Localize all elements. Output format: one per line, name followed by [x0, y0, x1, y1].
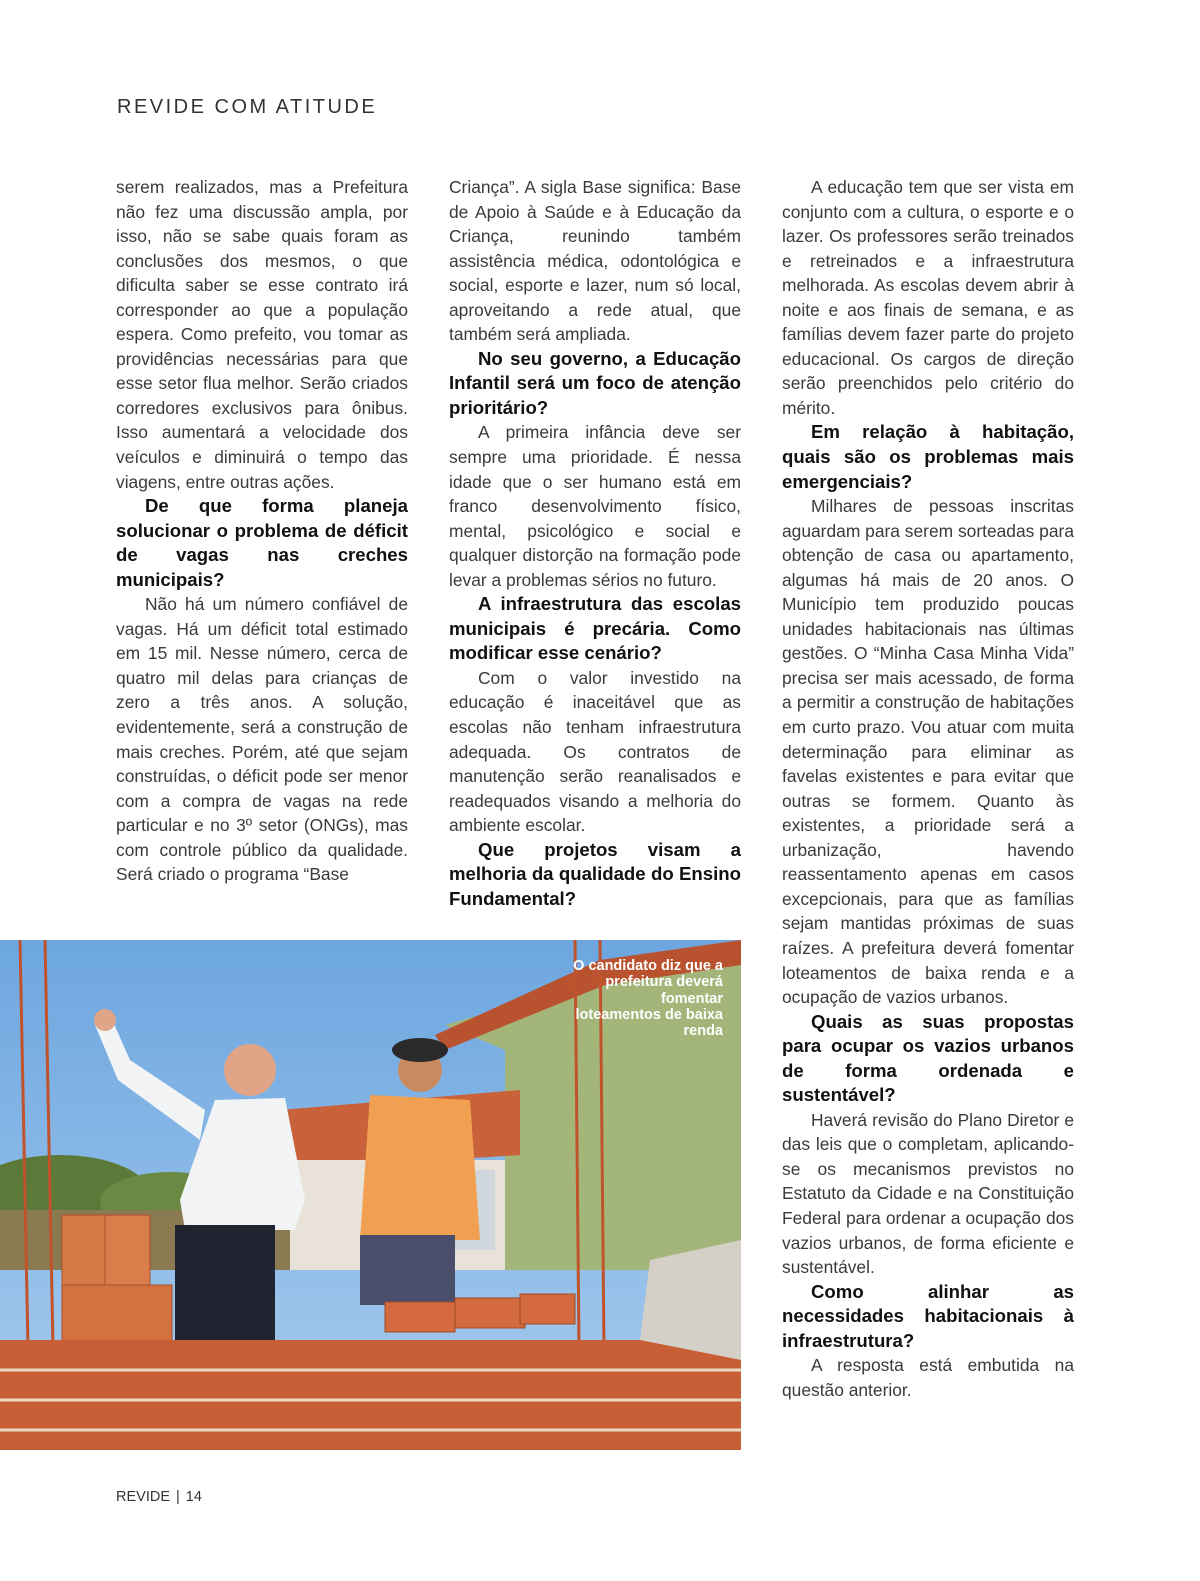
paragraph: Com o valor investido na educação é inaceitável que as escolas não tenham infraestrutura adequada. Os contratos de manutenção serão reanalisados e readequados visando a melhoria do ambiente escolar.	[449, 667, 741, 836]
question-heading: No seu governo, a Educação Infantil será um foco de atenção prioritário?	[449, 347, 741, 418]
page-footer	[116, 1489, 202, 1505]
paragraph: Não há um número confiável de vagas. Há um déficit total estimado em 15 mil. Nesse número, cerca de quatro mil delas para crianças de zero a três anos. A solução, evidentemente, será a construção de mais creches. Porém, até que sejam construídas, o déficit pode ser menor com a compra de vagas na rede particular e no 3º setor (ONGs), mas com controle público da qualidade. Será criado o programa “Base	[116, 594, 408, 885]
paragraph: A resposta está embutida na questão anterior.	[782, 1355, 1074, 1400]
article-column-3	[782, 175, 1074, 1402]
footer-separator: |	[176, 1489, 180, 1505]
paragraph: Haverá revisão do Plano Diretor e das leis que o completam, aplicando-se os mecanismos previstos no Estatuto da Cidade e na Constituição Federal para ordenar a ocupação dos vazios urbanos, de forma eficiente e sustentável.	[782, 1109, 1074, 1278]
paragraph: A primeira infância deve ser sempre uma prioridade. É nessa idade que o ser humano está em franco desenvolvimento físico, mental, psicológico e social e qualquer distorção na formação pode levar a problemas sérios no futuro.	[449, 422, 741, 590]
question-heading: Em relação à habitação, quais são os problemas mais emergenciais?	[782, 421, 1074, 492]
question-heading: Que projetos visam a melhoria da qualidade do Ensino Fundamental?	[449, 838, 741, 909]
photo-caption: O candidato diz que a prefeitura deverá fomentar loteamentos de baixa renda	[573, 958, 723, 1040]
article-column-1	[116, 175, 408, 887]
article-column-2	[449, 175, 741, 911]
section-header: REVIDE COM ATITUDE	[117, 96, 378, 118]
question-heading: Como alinhar as necessidades habitacionais à infraestrutura?	[782, 1280, 1074, 1351]
question-heading: Quais as suas propostas para ocupar os vazios urbanos de forma ordenada e sustentável?	[782, 1010, 1074, 1106]
paragraph: A educação tem que ser vista em conjunto com a cultura, o esporte e o lazer. Os professores serão treinados e retreinados e a infraestrutura melhorada. As escolas devem abrir à noite e aos finais de semana, e as famílias devem fazer parte do projeto educacional. Os cargos de direção serão preenchidos pelo critério do mérito.	[782, 177, 1074, 418]
magazine-name: REVIDE	[116, 1489, 170, 1505]
paragraph: serem realizados, mas a Prefeitura não fez uma discussão ampla, por isso, não se sabe quais foram as conclusões dos mesmos, o que dificulta saber se esse contrato irá corresponder ao que a população espera. Como prefeito, vou tomar as providências necessárias para que esse setor flua melhor. Serão criados corredores exclusivos para ônibus. Isso aumentará a velocidade dos veículos e diminuirá o tempo das viagens, entre outras ações.	[116, 177, 408, 492]
paragraph: Milhares de pessoas inscritas aguardam para serem sorteadas para obtenção de casa ou apartamento, algumas há mais de 20 anos. O Município tem produzido poucas unidades habitacionais nas últimas gestões. O “Minha Casa Minha Vida” precisa ser mais acessado, de forma a permitir a construção de habitações em curto prazo. Vou atuar com muita determinação para eliminar as favelas existentes e para evitar que outras se formem. Quanto às existentes, a prioridade será a urbanização, havendo reassentamento apenas em casos excepcionais, para que as famílias sejam mantidas próximas de suas raízes. A prefeitura deverá fomentar loteamentos de baixa renda e a ocupação de vazios urbanos.	[782, 496, 1074, 1008]
page-number: 14	[185, 1489, 202, 1505]
question-heading: De que forma planeja solucionar o problema de déficit de vagas nas creches municipais?	[116, 495, 408, 590]
paragraph: Criança”. A sigla Base significa: Base de Apoio à Saúde e à Educação da Criança, reunindo também assistência médica, odontológica e social, esporte e lazer, num só local, aproveitando a rede atual, que também será ampliada.	[449, 177, 741, 345]
question-heading: A infraestrutura das escolas municipais é precária. Como modificar esse cenário?	[449, 593, 741, 664]
photo-construction-site	[0, 940, 741, 1450]
